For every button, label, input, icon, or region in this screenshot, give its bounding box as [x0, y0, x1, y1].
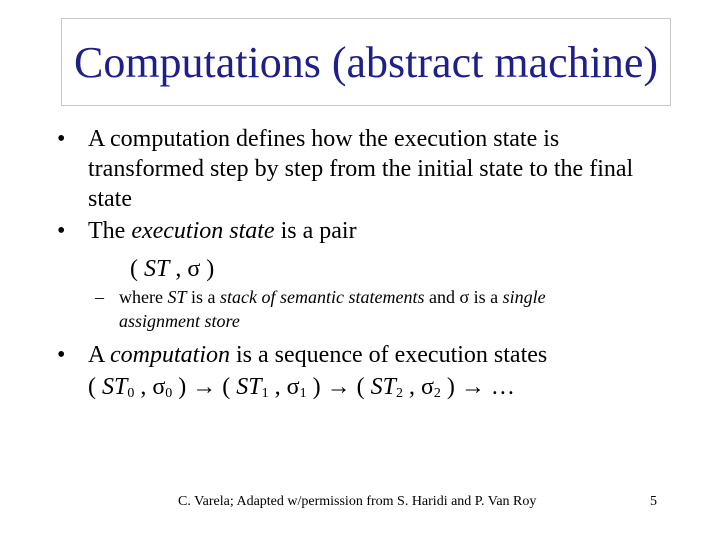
- computation-term: computation: [110, 342, 231, 368]
- sub-bullet-line-2: [119, 309, 639, 333]
- sub-bullet: [0, 285, 720, 335]
- seq-sigma: σ: [420, 374, 434, 400]
- seq-idx: 0: [127, 386, 135, 401]
- seq-arrow: →: [192, 374, 217, 400]
- pair-sigma: σ: [187, 256, 201, 282]
- slide-title: Computations (abstract machine): [73, 37, 659, 87]
- seq-idx: 2: [433, 386, 441, 401]
- bullet-3-post: is a sequence of execution states: [230, 342, 548, 368]
- title-box: [61, 18, 671, 106]
- seq-close: ): [172, 374, 187, 400]
- seq-ellipsis: …: [490, 374, 515, 400]
- page-number: 5: [650, 494, 657, 509]
- bullet-1-line-1: A computation defines how the execution state is: [88, 126, 560, 152]
- dash-symbol: –: [95, 287, 104, 307]
- bullet-symbol: •: [57, 342, 66, 368]
- bullet-3-line-1: [88, 340, 688, 370]
- sub-pre: where: [119, 287, 168, 307]
- bullet-symbol: •: [57, 126, 66, 152]
- single-term: single: [502, 287, 546, 307]
- assignment-store-term: assignment store: [119, 311, 240, 331]
- sub-mid3: is a: [469, 287, 503, 307]
- bullet-3: [0, 340, 720, 410]
- bullet-2: [0, 216, 720, 282]
- bullet-2-post: is a pair: [274, 218, 357, 244]
- arrow-icon: [321, 374, 357, 400]
- seq-open: (: [222, 374, 237, 400]
- seq-idx: 1: [299, 386, 307, 401]
- sub-mid2: and: [424, 287, 460, 307]
- bullet-2-line-1: [88, 216, 688, 246]
- seq-sigma: σ: [152, 374, 166, 400]
- seq-comma: ,: [134, 374, 153, 400]
- computation-sequence: [88, 372, 688, 402]
- bullet-1-line-3: state: [88, 186, 132, 212]
- seq-st: ST: [370, 374, 396, 400]
- seq-idx: 1: [261, 386, 269, 401]
- seq-idx: 0: [165, 386, 173, 401]
- bullet-symbol: •: [57, 218, 66, 244]
- arrow-icon: [186, 374, 222, 400]
- seq-close: ): [306, 374, 321, 400]
- bullet-3-pre: A: [88, 342, 111, 368]
- seq-idx: 2: [395, 386, 403, 401]
- footer-credit: C. Varela; Adapted w/permission from S. Haridi and P. Van Roy: [178, 494, 537, 509]
- seq-st: ST: [236, 374, 262, 400]
- arrow-icon: [455, 374, 491, 400]
- seq-open: (: [88, 374, 102, 400]
- bullet-2-pre: The: [88, 218, 132, 244]
- seq-arrow: →: [326, 374, 351, 400]
- sub-sigma: σ: [459, 287, 470, 307]
- pair-comma: ,: [169, 256, 188, 282]
- seq-close: ): [440, 374, 455, 400]
- seq-arrow: →: [460, 374, 485, 400]
- pair-close: ): [200, 256, 215, 282]
- seq-sigma: σ: [286, 374, 300, 400]
- stack-term: stack of semantic statements: [220, 287, 425, 307]
- seq-comma: ,: [268, 374, 287, 400]
- state-pair: [130, 254, 330, 284]
- seq-st: ST: [102, 374, 128, 400]
- bullet-1-line-2: transformed step by step from the initial state to the final: [88, 156, 634, 182]
- sub-st: ST: [167, 287, 187, 307]
- sub-mid1: is a: [186, 287, 220, 307]
- seq-open: (: [356, 374, 371, 400]
- execution-state-term: execution state: [131, 218, 275, 244]
- pair-st: ST: [144, 256, 170, 282]
- bullet-1: [0, 124, 720, 214]
- seq-comma: ,: [402, 374, 421, 400]
- pair-open: (: [130, 256, 144, 282]
- sub-bullet-line-1: [119, 285, 639, 309]
